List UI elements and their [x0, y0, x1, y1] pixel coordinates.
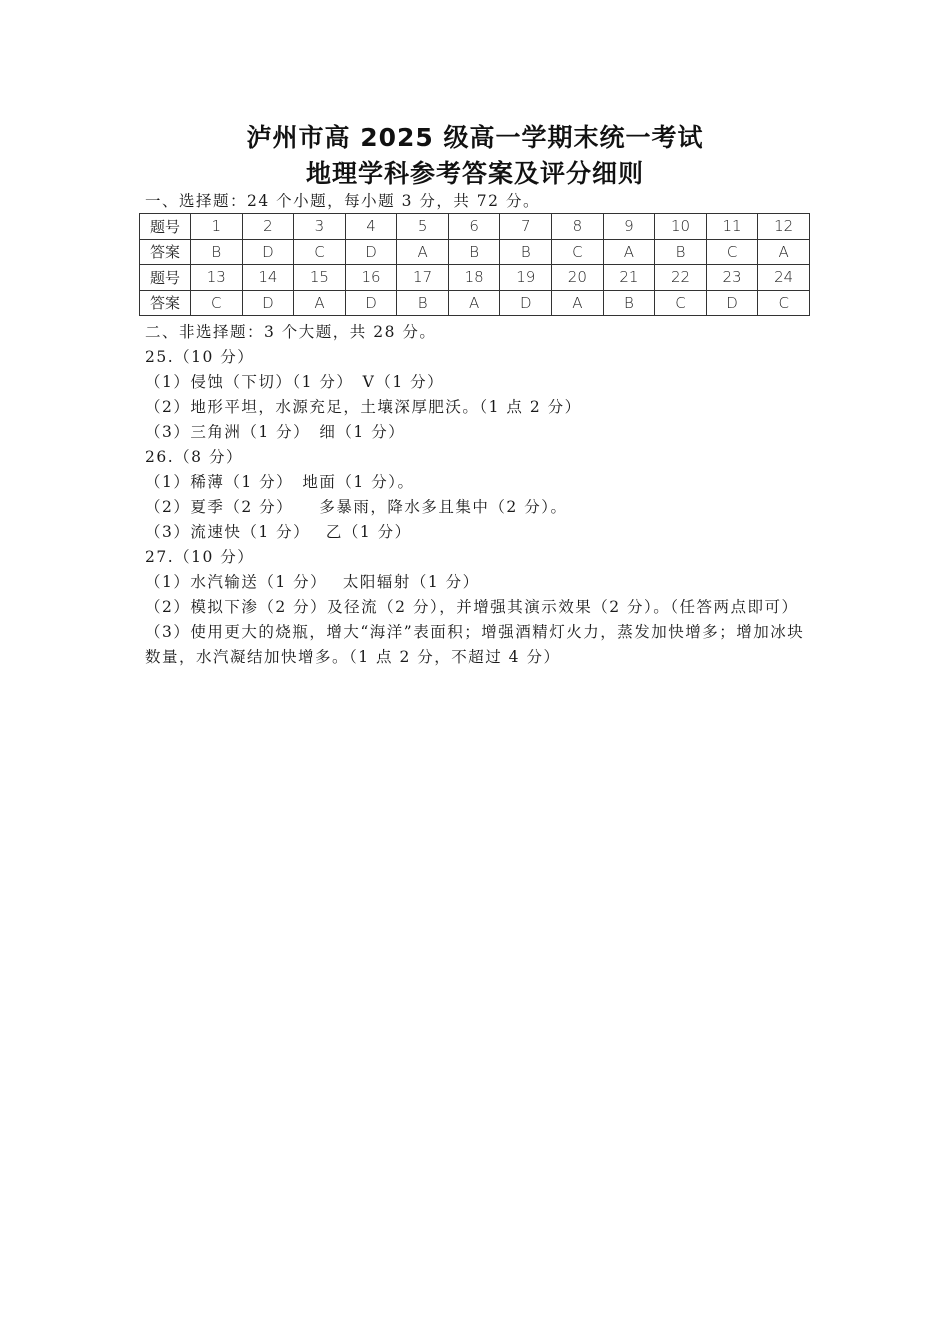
question-number: 5 — [397, 214, 449, 240]
table-row — [140, 214, 810, 240]
question-number: 15 — [294, 265, 346, 291]
answer-cell: C — [552, 239, 604, 265]
question-number: 4 — [345, 214, 397, 240]
answer-cell: B — [397, 290, 449, 316]
answer-cell: C — [706, 239, 758, 265]
table-row — [140, 265, 810, 291]
answer-line: （2）夏季（2 分） 多暴雨，降水多且集中（2 分）。 — [145, 498, 568, 516]
question-number: 7 — [500, 214, 552, 240]
answer-cell: D — [242, 290, 294, 316]
answer-line: （3）使用更大的烧瓶，增大“海洋”表面积；增强酒精灯火力，蒸发加快增多；增加冰块 — [145, 623, 805, 641]
question-number: 19 — [500, 265, 552, 291]
answer-line: （1）水汽输送（1 分） 太阳辐射（1 分） — [145, 573, 480, 591]
answer-cell: B — [603, 290, 655, 316]
answer-line: （1）侵蚀（下切）（1 分） V（1 分） — [145, 373, 445, 391]
question-number: 24 — [758, 265, 810, 291]
question-number: 3 — [294, 214, 346, 240]
row-label-answer: 答案 — [140, 239, 191, 265]
question-number: 22 — [655, 265, 707, 291]
answer-line: 数量，水汽凝结加快增多。（1 点 2 分，不超过 4 分） — [145, 648, 561, 666]
section1-heading: 一、选择题：24 个小题，每小题 3 分，共 72 分。 — [145, 192, 540, 210]
question-number: 14 — [242, 265, 294, 291]
answer-cell: D — [345, 239, 397, 265]
answer-cell: C — [758, 290, 810, 316]
question-number: 13 — [191, 265, 243, 291]
question-26-heading: 26.（8 分） — [145, 448, 243, 466]
answer-line: （2）模拟下渗（2 分）及径流（2 分），并增强其演示效果（2 分）。（任答两点即可） — [145, 598, 799, 616]
answer-cell: C — [655, 290, 707, 316]
answer-cell: C — [191, 290, 243, 316]
question-number: 10 — [655, 214, 707, 240]
answer-cell: A — [397, 239, 449, 265]
question-number: 2 — [242, 214, 294, 240]
answer-cell: A — [294, 290, 346, 316]
question-number: 17 — [397, 265, 449, 291]
question-25-heading: 25.（10 分） — [145, 348, 255, 366]
table-row — [140, 290, 810, 316]
answer-cell: D — [706, 290, 758, 316]
answer-cell: B — [655, 239, 707, 265]
question-number: 8 — [552, 214, 604, 240]
exam-subtitle: 地理学科参考答案及评分细则 — [305, 159, 644, 188]
answer-cell: C — [294, 239, 346, 265]
table-row — [140, 239, 810, 265]
question-number: 18 — [448, 265, 500, 291]
question-number: 1 — [191, 214, 243, 240]
question-number: 12 — [758, 214, 810, 240]
answer-cell: A — [448, 290, 500, 316]
question-number: 16 — [345, 265, 397, 291]
answer-cell: D — [345, 290, 397, 316]
answer-cell: A — [552, 290, 604, 316]
exam-title: 泸州市高 2025 级高一学期末统一考试 — [246, 123, 704, 152]
question-27-heading: 27.（10 分） — [145, 548, 255, 566]
answer-cell: D — [242, 239, 294, 265]
question-number: 21 — [603, 265, 655, 291]
question-number: 23 — [706, 265, 758, 291]
answer-table — [139, 213, 810, 316]
answer-line: （3）三角洲（1 分） 细（1 分） — [145, 423, 406, 441]
answer-line: （3）流速快（1 分） 乙（1 分） — [145, 523, 412, 541]
answer-cell: B — [500, 239, 552, 265]
question-number: 9 — [603, 214, 655, 240]
answer-cell: B — [448, 239, 500, 265]
row-label-question: 题号 — [140, 265, 191, 291]
answer-cell: A — [758, 239, 810, 265]
row-label-question: 题号 — [140, 214, 191, 240]
answer-cell: B — [191, 239, 243, 265]
section2-heading: 二、非选择题：3 个大题，共 28 分。 — [145, 323, 437, 341]
question-number: 11 — [706, 214, 758, 240]
answer-line: （1）稀薄（1 分） 地面（1 分）。 — [145, 473, 415, 491]
row-label-answer: 答案 — [140, 290, 191, 316]
answer-line: （2）地形平坦，水源充足，土壤深厚肥沃。（1 点 2 分） — [145, 398, 582, 416]
answer-cell: D — [500, 290, 552, 316]
question-number: 20 — [552, 265, 604, 291]
question-number: 6 — [448, 214, 500, 240]
answer-cell: A — [603, 239, 655, 265]
